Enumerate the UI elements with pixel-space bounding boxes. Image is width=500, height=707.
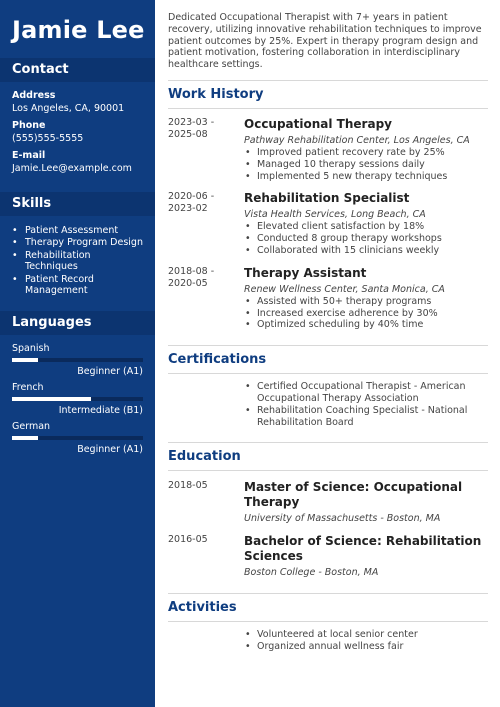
skill-item: • Patient Record Management xyxy=(12,274,145,298)
language-proficiency-fill xyxy=(12,358,38,362)
section-divider xyxy=(168,442,488,443)
work-entry xyxy=(168,266,488,331)
language-item xyxy=(12,382,143,417)
work-date: 2020-06 - 2023-02 xyxy=(168,191,215,215)
school: University of Massachusetts - Boston, MA xyxy=(244,513,441,525)
phone-label: Phone xyxy=(12,120,46,131)
language-name: German xyxy=(12,421,51,433)
achievement-item: • Managed 10 therapy sessions daily xyxy=(244,159,488,171)
work-history-heading: Work History xyxy=(168,87,488,109)
achievement-list xyxy=(244,296,488,331)
main-content xyxy=(168,0,488,653)
section-divider xyxy=(168,80,488,81)
skill-item: • Rehabilitation Techniques xyxy=(12,250,145,274)
work-entry xyxy=(168,117,488,182)
language-proficiency-bar xyxy=(12,436,143,440)
certification-item: • Rehabilitation Coaching Specialist - National Rehabilitation Board xyxy=(244,405,488,429)
language-proficiency-bar xyxy=(12,397,143,401)
contact-section xyxy=(0,82,155,175)
job-title: Occupational Therapy xyxy=(244,116,392,131)
phone-value: (555)555-5555 xyxy=(12,133,84,144)
education-entry xyxy=(168,480,488,525)
education-entry xyxy=(168,534,488,579)
job-title: Therapy Assistant xyxy=(244,265,367,280)
achievement-item: • Assisted with 50+ therapy programs xyxy=(244,296,488,308)
language-level: Beginner (A1) xyxy=(77,444,143,456)
education-heading: Education xyxy=(168,449,488,471)
activities-heading: Activities xyxy=(168,600,488,622)
school: Boston College - Boston, MA xyxy=(244,567,379,579)
language-item xyxy=(12,343,143,378)
language-proficiency-fill xyxy=(12,397,91,401)
activity-item: • Organized annual wellness fair xyxy=(244,641,488,653)
achievement-item: • Conducted 8 group therapy workshops xyxy=(244,233,488,245)
skill-item: • Patient Assessment xyxy=(12,225,145,237)
language-level: Intermediate (B1) xyxy=(58,405,143,417)
skills-list xyxy=(0,216,155,297)
email-value[interactable]: Jamie.Lee@example.com xyxy=(12,163,132,174)
skill-item: • Therapy Program Design xyxy=(12,237,145,249)
job-title: Rehabilitation Specialist xyxy=(244,191,410,206)
language-proficiency-fill xyxy=(12,436,38,440)
achievement-list xyxy=(244,221,488,256)
work-entry xyxy=(168,191,488,256)
language-level: Beginner (A1) xyxy=(77,366,143,378)
language-name: Spanish xyxy=(12,343,50,355)
language-name: French xyxy=(12,382,44,394)
activity-list xyxy=(244,629,488,653)
certification-item: • Certified Occupational Therapist - American Occupational Therapy Association xyxy=(244,381,488,405)
section-divider xyxy=(168,345,488,346)
activity-item: • Volunteered at local senior center xyxy=(244,629,488,641)
address-value: Los Angeles, CA, 90001 xyxy=(12,103,125,114)
candidate-name: Jamie Lee xyxy=(12,16,145,44)
employer: Vista Health Services, Long Beach, CA xyxy=(244,209,426,221)
achievement-item: • Collaborated with 15 clinicians weekly xyxy=(244,245,488,257)
section-divider xyxy=(168,593,488,594)
achievement-item: • Implemented 5 new therapy techniques xyxy=(244,171,488,183)
professional-summary: Dedicated Occupational Therapist with 7+ years in patient recovery, utilizing innovative rehabilitation techniques to improve patient outcomes by 25%. Expert in therapy program design and patient motivation, fostering collaboration in interdisciplinary healthcare settings. xyxy=(168,12,482,71)
languages-heading: Languages xyxy=(0,311,155,335)
education-date: 2018-05 xyxy=(168,480,208,492)
certification-list xyxy=(244,381,488,428)
sidebar xyxy=(0,0,155,707)
employer: Pathway Rehabilitation Center, Los Angeles, CA xyxy=(244,134,470,146)
education-date: 2016-05 xyxy=(168,534,208,546)
employer: Renew Wellness Center, Santa Monica, CA xyxy=(244,283,445,295)
achievement-item: • Elevated client satisfaction by 18% xyxy=(244,221,488,233)
work-date: 2023-03 - 2025-08 xyxy=(168,116,215,140)
achievement-item: • Improved patient recovery rate by 25% xyxy=(244,147,488,159)
language-item xyxy=(12,421,143,456)
achievement-list xyxy=(244,147,488,182)
work-date: 2018-08 - 2020-05 xyxy=(168,265,215,289)
activities-entry xyxy=(168,629,488,653)
degree: Bachelor of Science: Rehabilitation Sciences xyxy=(244,534,482,564)
skills-heading: Skills xyxy=(0,192,155,216)
achievement-item: • Increased exercise adherence by 30% xyxy=(244,308,488,320)
degree: Master of Science: Occupational Therapy xyxy=(244,480,463,510)
achievement-item: • Optimized scheduling by 40% time xyxy=(244,319,488,331)
language-proficiency-bar xyxy=(12,358,143,362)
contact-heading: Contact xyxy=(0,58,155,82)
email-label: E-mail xyxy=(12,150,46,161)
languages-section xyxy=(0,335,155,456)
address-label: Address xyxy=(12,90,56,101)
certifications-entry xyxy=(168,381,488,428)
certifications-heading: Certifications xyxy=(168,352,488,374)
